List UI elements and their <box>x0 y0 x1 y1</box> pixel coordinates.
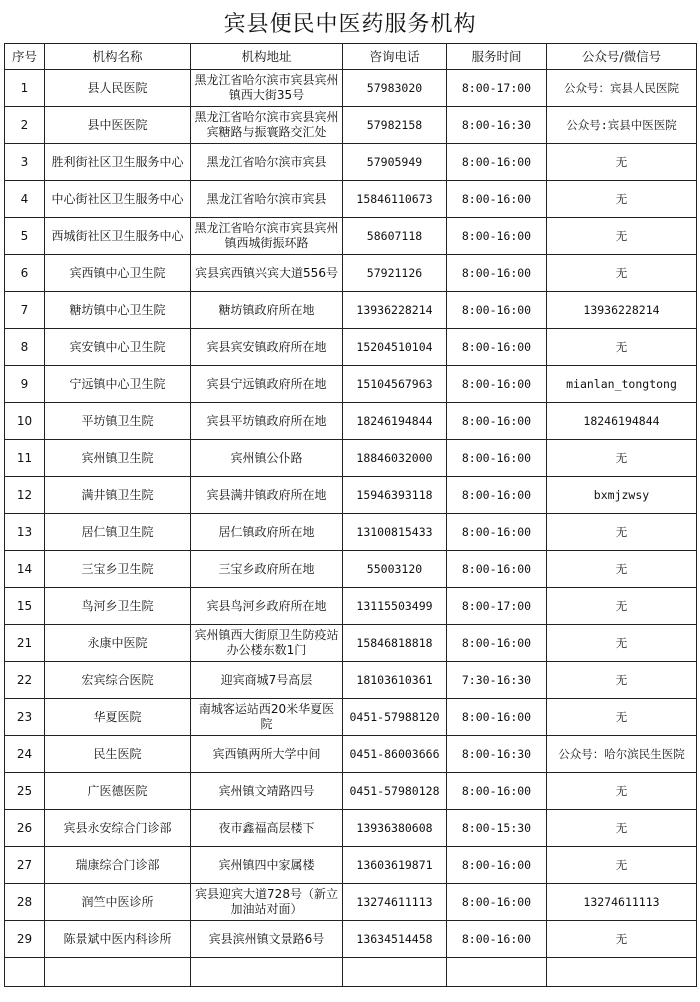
account-cell: 无 <box>547 181 697 218</box>
phone-cell: 15104567963 <box>343 366 447 403</box>
address-cell: 黑龙江省哈尔滨市宾县 <box>191 181 343 218</box>
account-cell: 无 <box>547 255 697 292</box>
address-cell: 宾州镇四中家属楼 <box>191 847 343 884</box>
account-cell: bxmjzwsy <box>547 477 697 514</box>
account-cell: 无 <box>547 773 697 810</box>
table-row <box>5 625 697 662</box>
table-row <box>5 403 697 440</box>
hours-cell: 8:00-16:00 <box>447 773 547 810</box>
empty-row <box>5 958 697 987</box>
phone-cell: 57905949 <box>343 144 447 181</box>
index-cell: 28 <box>5 884 45 921</box>
phone-cell: 57982158 <box>343 107 447 144</box>
hours-cell: 8:00-16:00 <box>447 884 547 921</box>
table-header-row <box>5 44 697 70</box>
index-cell: 8 <box>5 329 45 366</box>
index-cell: 5 <box>5 218 45 255</box>
address-cell: 宾县宁远镇政府所在地 <box>191 366 343 403</box>
table-row <box>5 588 697 625</box>
phone-cell: 15946393118 <box>343 477 447 514</box>
account-cell: 13274611113 <box>547 884 697 921</box>
name-cell: 民生医院 <box>45 736 191 773</box>
name-cell: 平坊镇卫生院 <box>45 403 191 440</box>
account-cell: 无 <box>547 810 697 847</box>
phone-cell: 15846110673 <box>343 181 447 218</box>
name-cell: 居仁镇卫生院 <box>45 514 191 551</box>
address-cell: 宾县宾西镇兴宾大道556号 <box>191 255 343 292</box>
index-cell: 13 <box>5 514 45 551</box>
table-row <box>5 699 697 736</box>
account-cell: 无 <box>547 144 697 181</box>
table-row <box>5 144 697 181</box>
address-cell: 居仁镇政府所在地 <box>191 514 343 551</box>
table-row <box>5 514 697 551</box>
index-cell: 1 <box>5 70 45 107</box>
phone-cell: 13274611113 <box>343 884 447 921</box>
phone-cell: 18103610361 <box>343 662 447 699</box>
table-row <box>5 921 697 958</box>
table-row <box>5 884 697 921</box>
name-cell: 永康中医院 <box>45 625 191 662</box>
phone-cell: 15846818818 <box>343 625 447 662</box>
name-cell: 宾县永安综合门诊部 <box>45 810 191 847</box>
hours-cell: 8:00-16:00 <box>447 218 547 255</box>
index-cell: 2 <box>5 107 45 144</box>
empty-cell <box>5 958 45 987</box>
index-cell: 12 <box>5 477 45 514</box>
header-cell: 公众号/微信号 <box>547 44 697 70</box>
header-cell: 咨询电话 <box>343 44 447 70</box>
name-cell: 糖坊镇中心卫生院 <box>45 292 191 329</box>
address-cell: 黑龙江省哈尔滨市宾县宾州镇西大街35号 <box>191 70 343 107</box>
phone-cell: 0451-86003666 <box>343 736 447 773</box>
table-row <box>5 847 697 884</box>
address-cell: 宾州镇公仆路 <box>191 440 343 477</box>
table-row <box>5 181 697 218</box>
hours-cell: 7:30-16:30 <box>447 662 547 699</box>
account-cell: 公众号：哈尔滨民生医院 <box>547 736 697 773</box>
phone-cell: 13936228214 <box>343 292 447 329</box>
phone-cell: 57983020 <box>343 70 447 107</box>
address-cell: 宾县鸟河乡政府所在地 <box>191 588 343 625</box>
table-row <box>5 329 697 366</box>
index-cell: 6 <box>5 255 45 292</box>
index-cell: 21 <box>5 625 45 662</box>
index-cell: 7 <box>5 292 45 329</box>
address-cell: 迎宾商城7号高层 <box>191 662 343 699</box>
address-cell: 黑龙江省哈尔滨市宾县宾州宾糖路与振寰路交汇处 <box>191 107 343 144</box>
index-cell: 11 <box>5 440 45 477</box>
address-cell: 宾县满井镇政府所在地 <box>191 477 343 514</box>
hours-cell: 8:00-16:00 <box>447 551 547 588</box>
index-cell: 14 <box>5 551 45 588</box>
account-cell: 无 <box>547 329 697 366</box>
account-cell: 公众号:宾县中医医院 <box>547 107 697 144</box>
index-cell: 29 <box>5 921 45 958</box>
address-cell: 糖坊镇政府所在地 <box>191 292 343 329</box>
hours-cell: 8:00-16:00 <box>447 181 547 218</box>
phone-cell: 13936380608 <box>343 810 447 847</box>
hours-cell: 8:00-16:00 <box>447 144 547 181</box>
hours-cell: 8:00-16:00 <box>447 477 547 514</box>
address-cell: 宾西镇两所大学中间 <box>191 736 343 773</box>
table-row <box>5 736 697 773</box>
address-cell: 夜市鑫福高层楼下 <box>191 810 343 847</box>
account-cell: 无 <box>547 588 697 625</box>
address-cell: 宾县宾安镇政府所在地 <box>191 329 343 366</box>
index-cell: 27 <box>5 847 45 884</box>
header-cell: 机构名称 <box>45 44 191 70</box>
table-row <box>5 773 697 810</box>
name-cell: 广医德医院 <box>45 773 191 810</box>
phone-cell: 18846032000 <box>343 440 447 477</box>
account-cell: 无 <box>547 662 697 699</box>
index-cell: 4 <box>5 181 45 218</box>
name-cell: 宾州镇卫生院 <box>45 440 191 477</box>
name-cell: 宏宾综合医院 <box>45 662 191 699</box>
account-cell: 无 <box>547 218 697 255</box>
empty-cell <box>191 958 343 987</box>
table-row <box>5 551 697 588</box>
phone-cell: 15204510104 <box>343 329 447 366</box>
address-cell: 宾县滨州镇文景路6号 <box>191 921 343 958</box>
phone-cell: 18246194844 <box>343 403 447 440</box>
address-cell: 宾县迎宾大道728号（新立加油站对面） <box>191 884 343 921</box>
hours-cell: 8:00-16:00 <box>447 366 547 403</box>
phone-cell: 57921126 <box>343 255 447 292</box>
table-row <box>5 810 697 847</box>
account-cell: 无 <box>547 551 697 588</box>
address-cell: 三宝乡政府所在地 <box>191 551 343 588</box>
empty-cell <box>45 958 191 987</box>
account-cell: 公众号：宾县人民医院 <box>547 70 697 107</box>
name-cell: 宁远镇中心卫生院 <box>45 366 191 403</box>
table-row <box>5 440 697 477</box>
index-cell: 15 <box>5 588 45 625</box>
page-title: 宾县便民中医药服务机构 <box>223 11 477 37</box>
empty-cell <box>447 958 547 987</box>
hours-cell: 8:00-16:00 <box>447 292 547 329</box>
table-row <box>5 292 697 329</box>
name-cell: 华夏医院 <box>45 699 191 736</box>
hours-cell: 8:00-16:00 <box>447 440 547 477</box>
account-cell: 13936228214 <box>547 292 697 329</box>
address-cell: 黑龙江省哈尔滨市宾县 <box>191 144 343 181</box>
index-cell: 9 <box>5 366 45 403</box>
phone-cell: 0451-57980128 <box>343 773 447 810</box>
phone-cell: 13100815433 <box>343 514 447 551</box>
address-cell: 宾县平坊镇政府所在地 <box>191 403 343 440</box>
index-cell: 22 <box>5 662 45 699</box>
account-cell: 无 <box>547 921 697 958</box>
hours-cell: 8:00-16:30 <box>447 107 547 144</box>
index-cell: 10 <box>5 403 45 440</box>
phone-cell: 58607118 <box>343 218 447 255</box>
address-cell: 宾州镇文靖路四号 <box>191 773 343 810</box>
name-cell: 胜利街社区卫生服务中心 <box>45 144 191 181</box>
account-cell: 18246194844 <box>547 403 697 440</box>
name-cell: 县中医医院 <box>45 107 191 144</box>
name-cell: 润竺中医诊所 <box>45 884 191 921</box>
hours-cell: 8:00-16:00 <box>447 403 547 440</box>
address-cell: 宾州镇西大街原卫生防疫站办公楼东数1门 <box>191 625 343 662</box>
hours-cell: 8:00-16:00 <box>447 699 547 736</box>
name-cell: 西城街社区卫生服务中心 <box>45 218 191 255</box>
account-cell: 无 <box>547 514 697 551</box>
hours-cell: 8:00-17:00 <box>447 70 547 107</box>
index-cell: 25 <box>5 773 45 810</box>
address-cell: 黑龙江省哈尔滨市宾县宾州镇西城街振环路 <box>191 218 343 255</box>
phone-cell: 13603619871 <box>343 847 447 884</box>
address-cell: 南城客运站西20米华夏医院 <box>191 699 343 736</box>
account-cell: mianlan_tongtong <box>547 366 697 403</box>
hours-cell: 8:00-15:30 <box>447 810 547 847</box>
hours-cell: 8:00-16:00 <box>447 329 547 366</box>
phone-cell: 13634514458 <box>343 921 447 958</box>
empty-cell <box>343 958 447 987</box>
table-row <box>5 70 697 107</box>
index-cell: 26 <box>5 810 45 847</box>
table-row <box>5 366 697 403</box>
account-cell: 无 <box>547 699 697 736</box>
hours-cell: 8:00-17:00 <box>447 588 547 625</box>
account-cell: 无 <box>547 847 697 884</box>
name-cell: 鸟河乡卫生院 <box>45 588 191 625</box>
phone-cell: 55003120 <box>343 551 447 588</box>
header-cell: 服务时间 <box>447 44 547 70</box>
institutions-table <box>4 43 697 987</box>
table-row <box>5 218 697 255</box>
empty-cell <box>547 958 697 987</box>
name-cell: 陈景斌中医内科诊所 <box>45 921 191 958</box>
account-cell: 无 <box>547 440 697 477</box>
header-cell: 机构地址 <box>191 44 343 70</box>
table-row <box>5 255 697 292</box>
index-cell: 23 <box>5 699 45 736</box>
name-cell: 满井镇卫生院 <box>45 477 191 514</box>
name-cell: 中心街社区卫生服务中心 <box>45 181 191 218</box>
name-cell: 三宝乡卫生院 <box>45 551 191 588</box>
name-cell: 瑞康综合门诊部 <box>45 847 191 884</box>
hours-cell: 8:00-16:00 <box>447 514 547 551</box>
hours-cell: 8:00-16:00 <box>447 847 547 884</box>
phone-cell: 13115503499 <box>343 588 447 625</box>
header-cell: 序号 <box>5 44 45 70</box>
hours-cell: 8:00-16:00 <box>447 255 547 292</box>
index-cell: 3 <box>5 144 45 181</box>
hours-cell: 8:00-16:00 <box>447 921 547 958</box>
name-cell: 县人民医院 <box>45 70 191 107</box>
index-cell: 24 <box>5 736 45 773</box>
phone-cell: 0451-57988120 <box>343 699 447 736</box>
name-cell: 宾安镇中心卫生院 <box>45 329 191 366</box>
name-cell: 宾西镇中心卫生院 <box>45 255 191 292</box>
account-cell: 无 <box>547 625 697 662</box>
hours-cell: 8:00-16:00 <box>447 625 547 662</box>
table-row <box>5 662 697 699</box>
hours-cell: 8:00-16:30 <box>447 736 547 773</box>
table-row <box>5 477 697 514</box>
table-row <box>5 107 697 144</box>
